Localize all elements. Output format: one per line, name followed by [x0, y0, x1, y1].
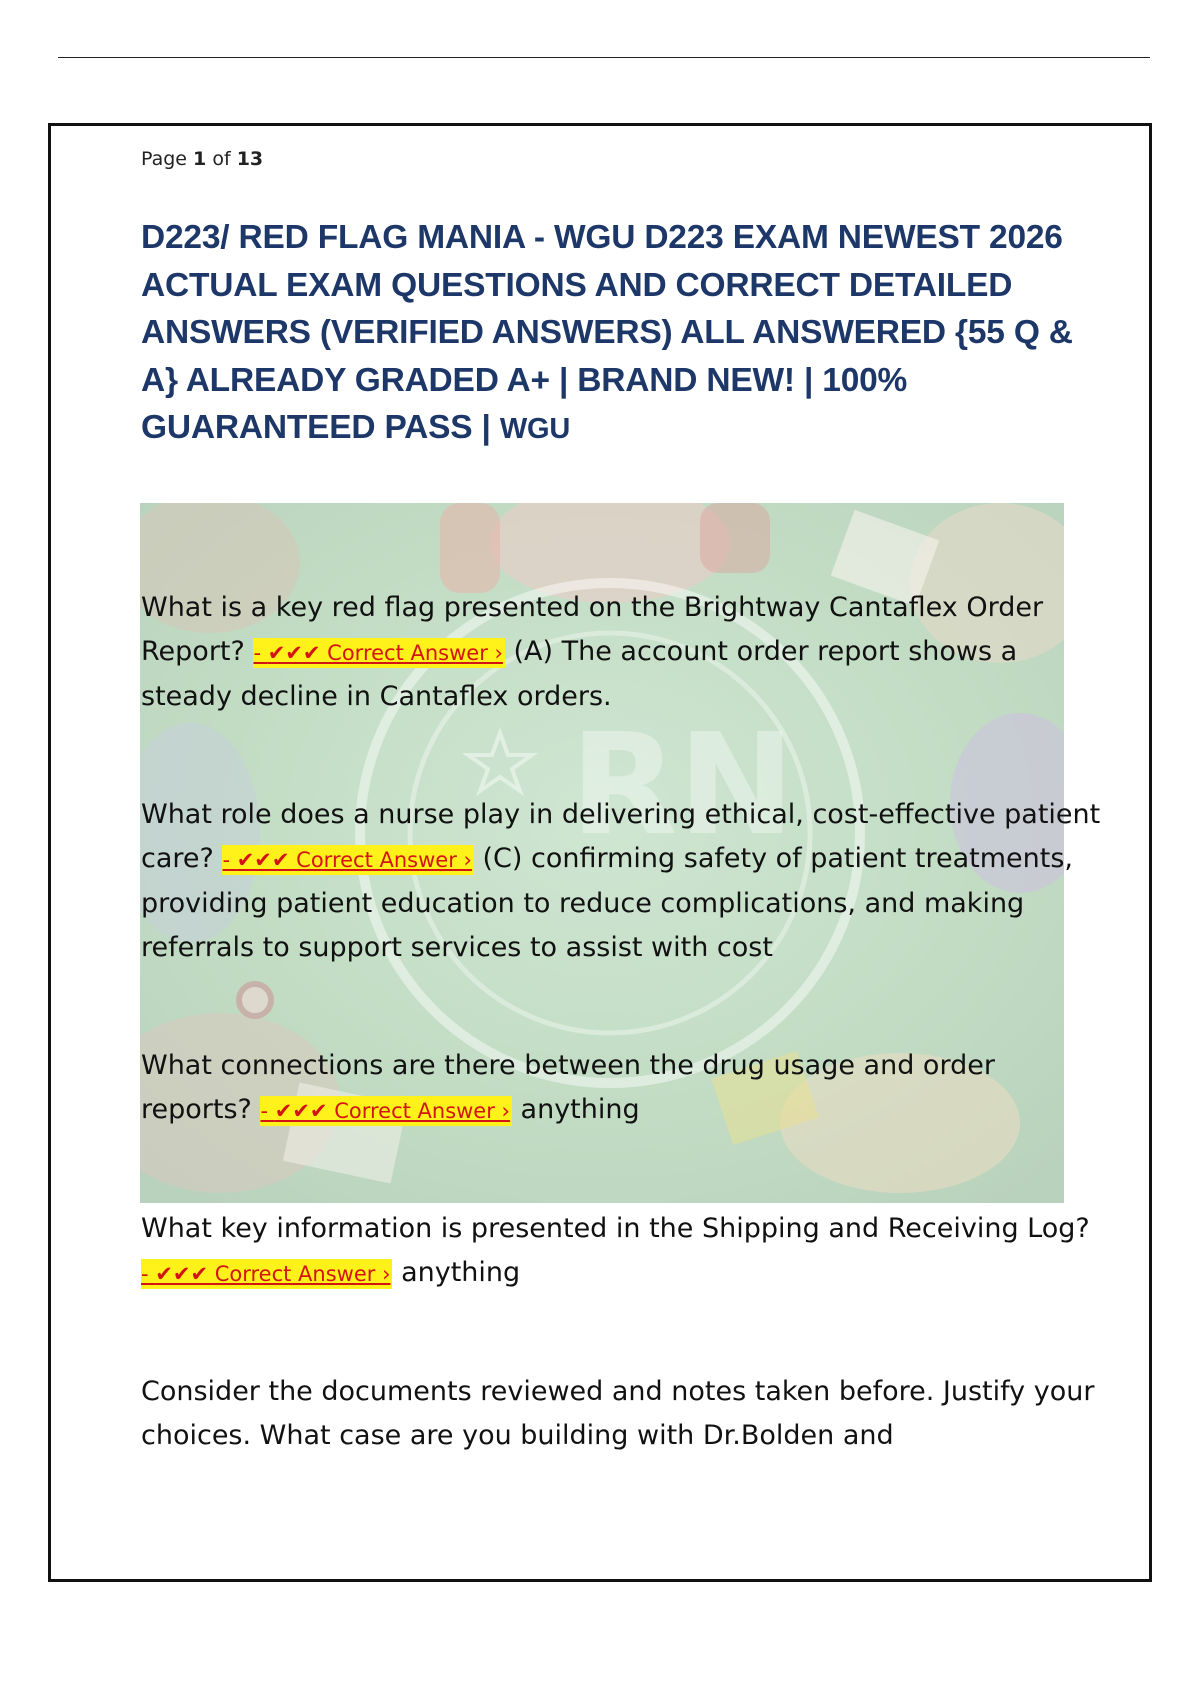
check-icon: ✔✔✔ Correct Answer ›: [274, 1099, 510, 1123]
page-number: Page 1 of 13: [141, 148, 264, 170]
correct-answer-badge: - ✔✔✔ Correct Answer ›: [260, 1096, 511, 1126]
title-main: D223/ RED FLAG MANIA - WGU D223 EXAM NEWEST 2026 ACTUAL EXAM QUESTIONS AND CORRECT DETAILED ANSWERS (VERIFIED ANSWERS) ALL ANSWERED {55 Q & A} ALREADY GRADED A+ | BRAND NEW! | 100% GUARANTEED PASS |: [141, 219, 1073, 446]
qa-item-1: [141, 586, 1101, 719]
correct-answer-badge: - ✔✔✔ Correct Answer ›: [253, 638, 504, 668]
answer-text: anything: [520, 1094, 640, 1125]
correct-answer-badge: - ✔✔✔ Correct Answer ›: [141, 1259, 392, 1289]
question-text: What key information is presented in the Shipping and Receiving Log?: [141, 1213, 1090, 1244]
question-text: What is a key red flag presented on the Brightway Cantaflex Order Report?: [141, 592, 1044, 667]
qa-item-4: [141, 1207, 1101, 1296]
check-icon: ✔✔✔ Correct Answer ›: [155, 1262, 391, 1286]
top-divider: [58, 57, 1150, 58]
qa-item-2: [141, 793, 1101, 970]
answer-text: (A) The account order report shows a steady decline in Cantaflex orders.: [141, 636, 1018, 712]
question-text: What role does a nurse play in delivering ethical, cost-effective patient care?: [141, 799, 1101, 874]
qa-item-3: [141, 1044, 1101, 1133]
question-text: What connections are there between the drug usage and order reports?: [141, 1050, 995, 1125]
check-icon: ✔✔✔ Correct Answer ›: [267, 641, 503, 665]
answer-text: anything: [401, 1257, 521, 1288]
svg-text:RN: RN: [570, 704, 795, 867]
title-tail: WGU: [499, 413, 571, 445]
correct-answer-badge: - ✔✔✔ Correct Answer ›: [222, 845, 473, 875]
check-icon: ✔✔✔ Correct Answer ›: [236, 848, 472, 872]
document-title: [141, 214, 1081, 454]
trailing-question: Consider the documents reviewed and notes taken before. Justify your choices. What case are you building with Dr.Bolden and: [141, 1376, 1095, 1451]
answer-text: (C) confirming safety of patient treatments, providing patient education to reduce complications, and making referrals to support services to assist with cost: [141, 843, 1074, 963]
